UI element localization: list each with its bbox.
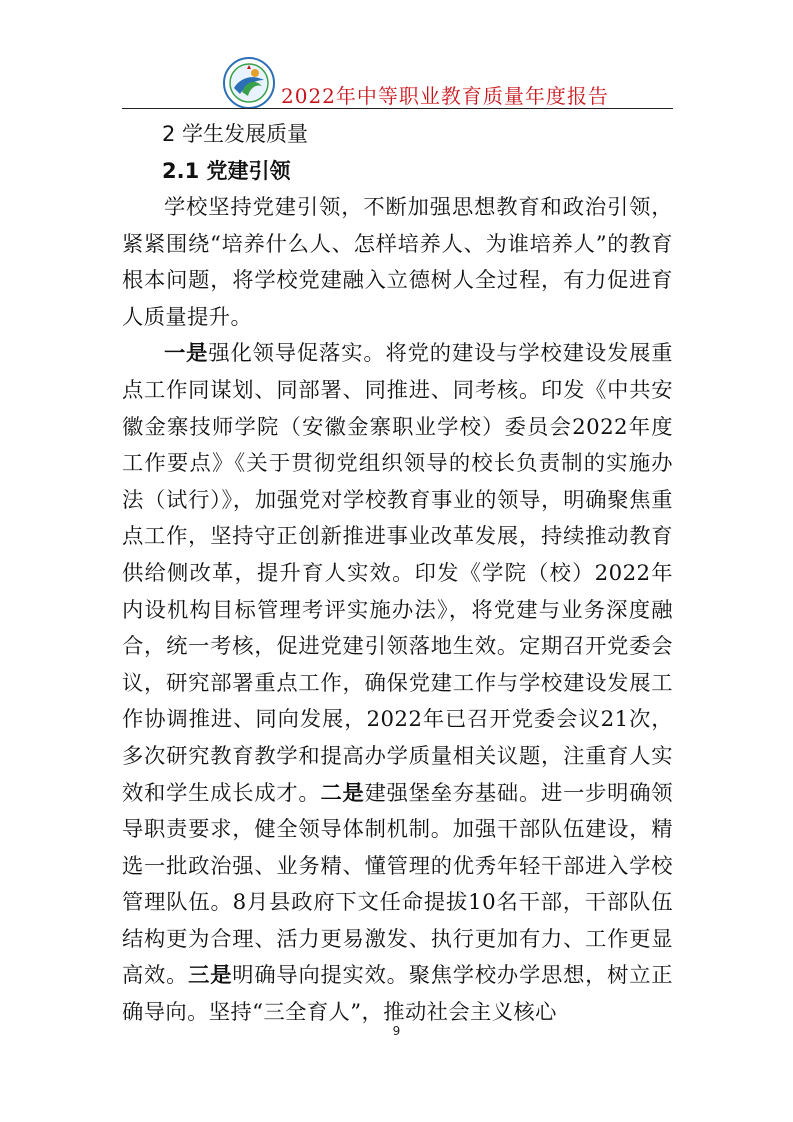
header-divider [122,108,673,109]
paragraph-measures [122,336,673,1031]
section-heading: 2 学生发展质量 [162,122,309,146]
lead-phrase-3: 三是 [188,963,233,989]
measure-text-3: 明确导向提实效。聚焦学校办学思想，树立正确导向。坚持“三全育人”，推动社会主义核心 [122,963,673,1026]
main-content [122,116,673,1032]
paragraph-intro: 学校坚持党建引领，不断加强思想教育和政治引领，紧紧围绕“培养什么人、怎样培养人、为谁培养人”的教育根本问题，将学校党建融入立德树人全过程，有力促进育人质量提升。 [122,195,673,330]
measure-text-1: 强化领导促落实。将党的建设与学校建设发展重点工作同谋划、同部署、同推进、同考核。印发《中共安徽金寨技师学院（安徽金寨职业学校）委员会2022年度工作要点》《关于贯彻党组织领导的校长负责制的实施办法（试行）》，加强党对学校教育事业的领导，明确聚焦重点工作，坚持守正创新推进事业改革发展，持续推动教育供给侧改革，提升育人实效。印发《学院（校）2022年内设机构目标管理考评实施办法》，将党建与业务深度融合，统一考核，促进党建引领落地生效。定期召开党委会议，研究部署重点工作，确保党建工作与学校建设发展工作协调推进、同向发展，2022年已召开党委会议21次，多次研究教育教学和提高办学质量相关议题，注重育人实效和学生成长成才。 [122,341,673,806]
measure-text-2: 建强堡垒夯基础。进一步明确领导职责要求，健全领导体制机制。加强干部队伍建设，精选一批政治强、业务精、懂管理的优秀年轻干部进入学校管理队伍。8月县政府下文任命提拔10名干部，干部队伍结构更为合理、活力更易激发、执行更加有力、工作更显高效。 [122,780,673,989]
subsection-heading: 2.1 党建引领 [162,159,291,183]
page-number: 9 [392,1024,401,1038]
lead-phrase-2: 二是 [320,780,365,806]
school-emblem-icon [222,56,276,110]
lead-phrase-1: 一是 [164,341,209,367]
report-header-title: 2022年中等职业教育质量年度报告 [281,84,609,108]
